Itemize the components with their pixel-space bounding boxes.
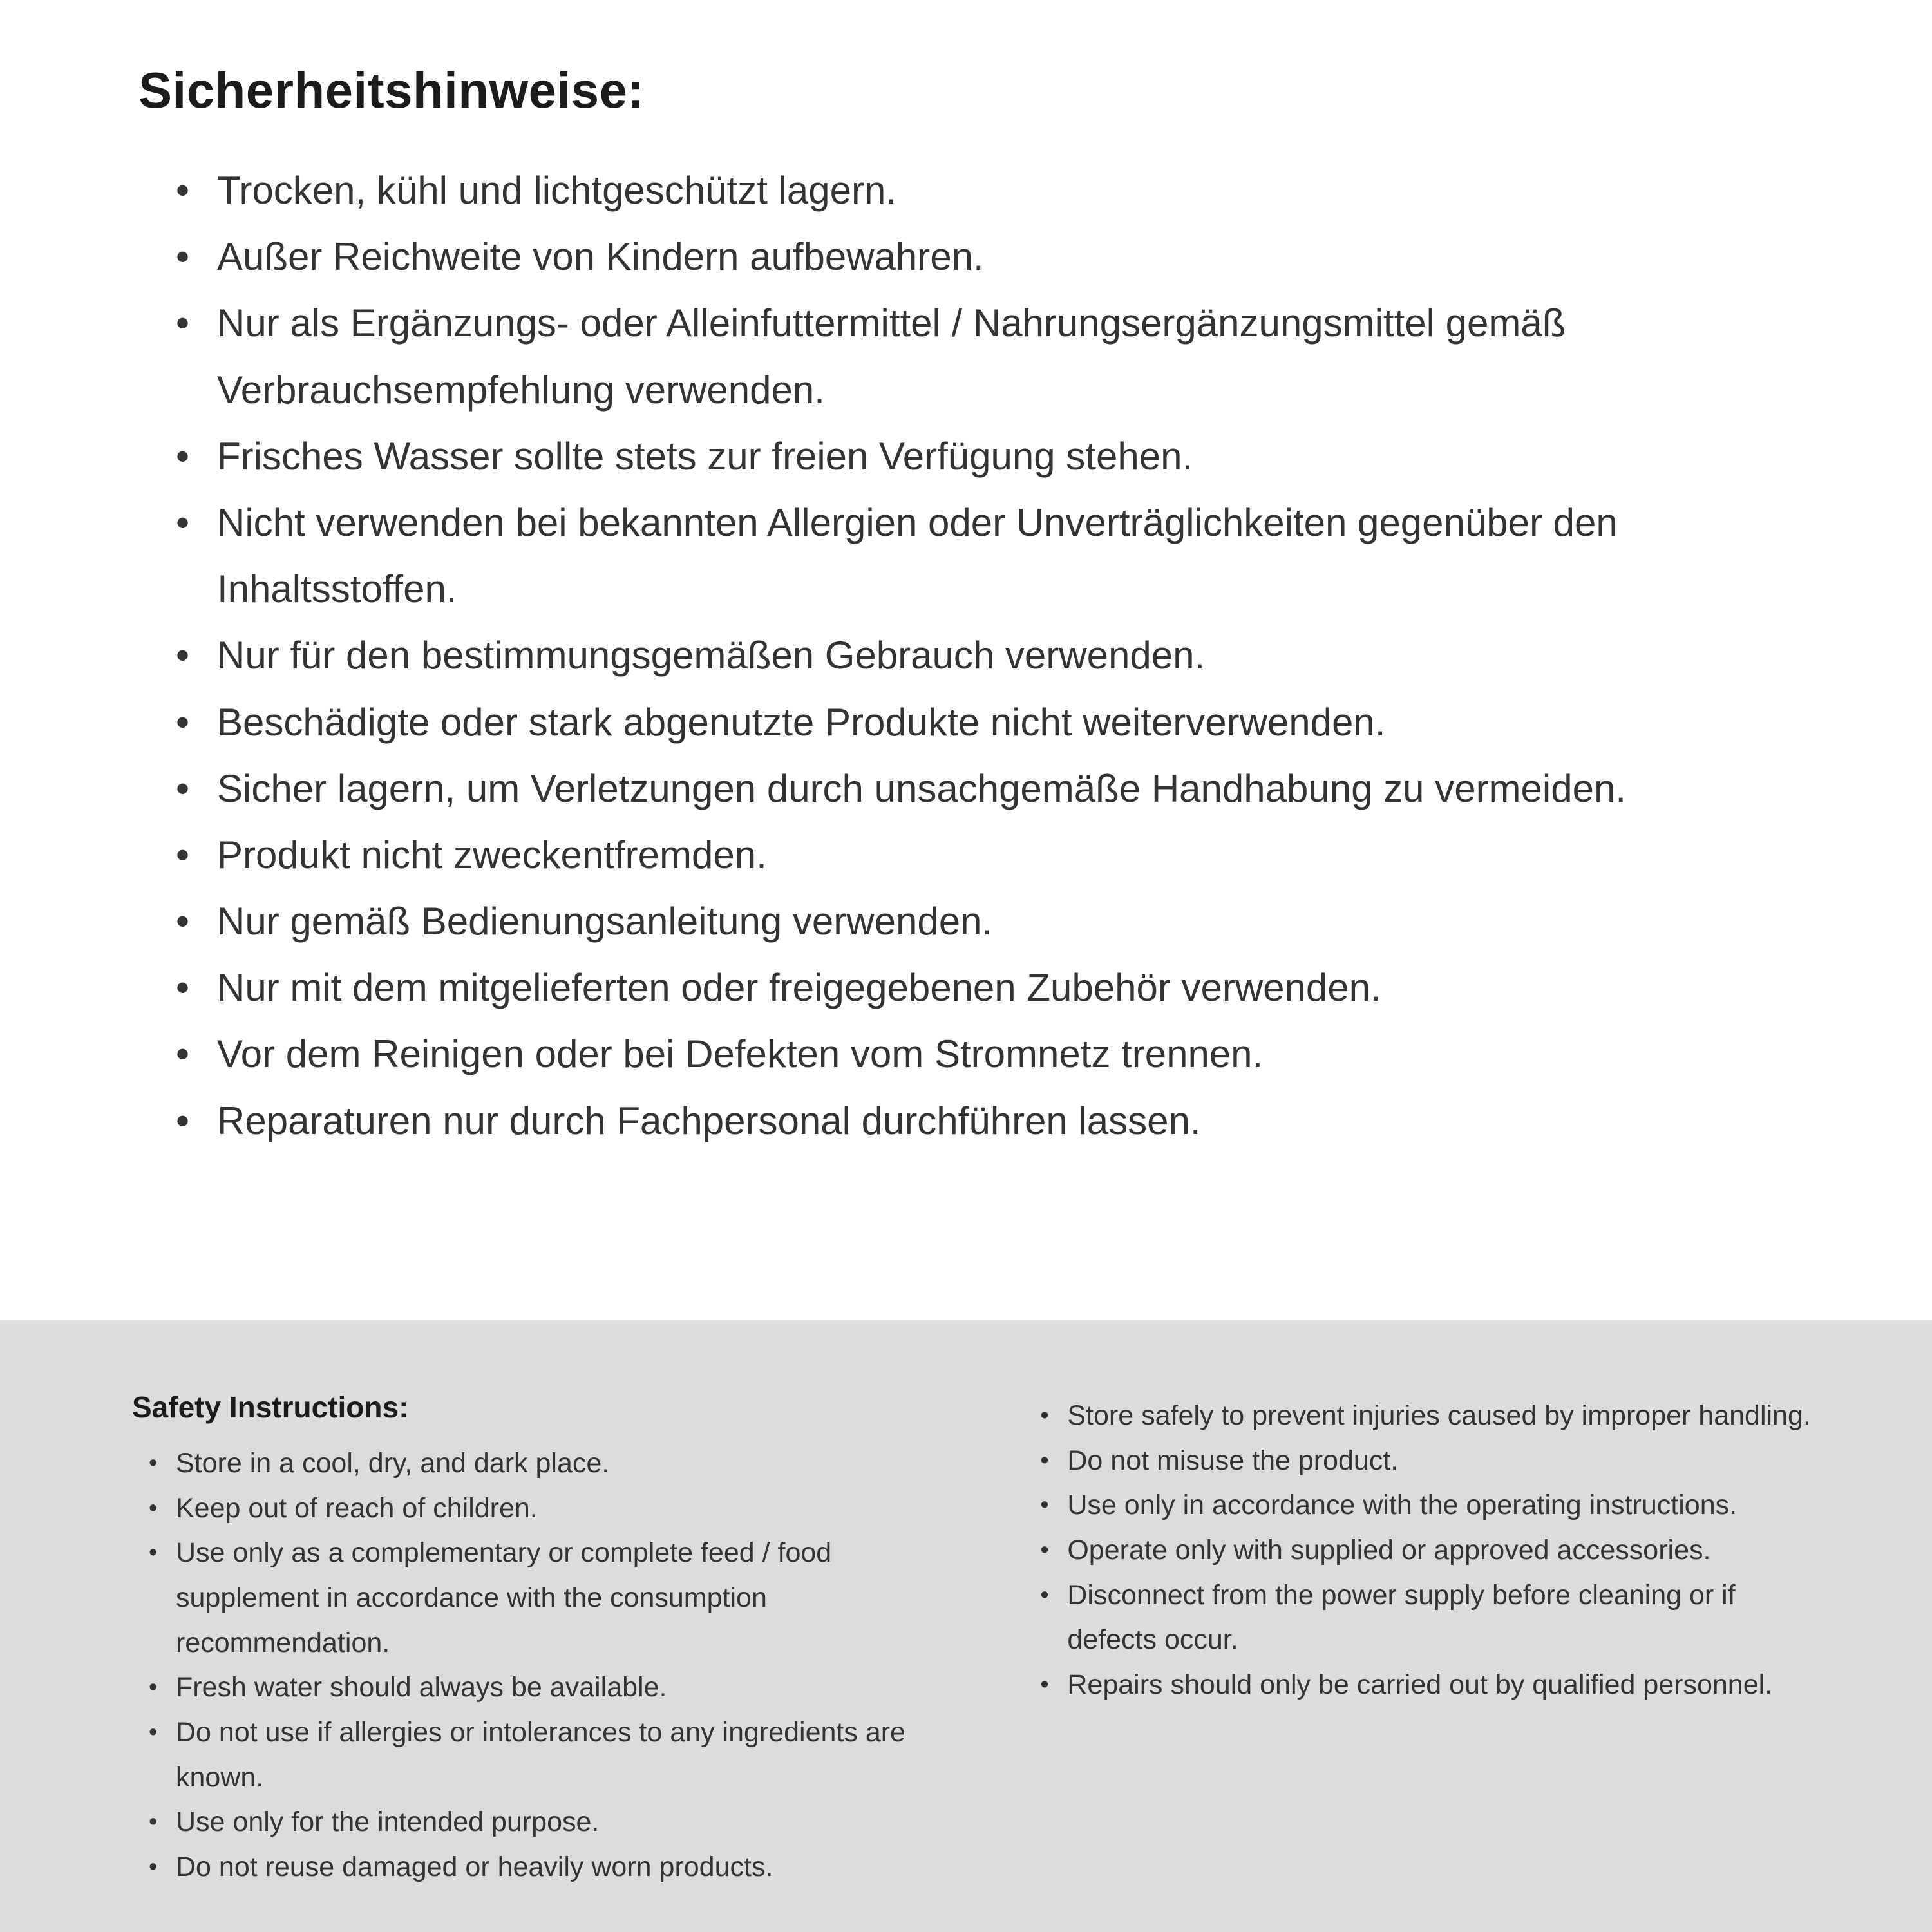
english-safety-list-right xyxy=(1040,1394,1829,1708)
list-item: • Store safely to prevent injuries caused by improper handling. xyxy=(1040,1394,1829,1439)
list-item: • Keep out of reach of children. xyxy=(149,1486,976,1531)
list-item: • Reparaturen nur durch Fachpersonal durchführen lassen. xyxy=(176,1088,1823,1154)
list-item: • Use only in accordance with the operating instructions. xyxy=(1040,1483,1829,1528)
list-item: • Nur gemäß Bedienungsanleitung verwenden. xyxy=(176,888,1823,954)
english-columns xyxy=(132,1390,1829,1890)
list-item: • Nicht verwenden bei bekannten Allergien oder Unverträglichkeiten gegenüber den Inhaltsstoffen. xyxy=(176,489,1823,622)
list-item: • Do not misuse the product. xyxy=(1040,1439,1829,1484)
list-item: • Do not use if allergies or intolerances to any ingredients are known. xyxy=(149,1710,976,1800)
english-section-title: Safety Instructions: xyxy=(132,1390,409,1424)
list-item: • Store in a cool, dry, and dark place. xyxy=(149,1441,976,1486)
list-item: • Beschädigte oder stark abgenutzte Produkte nicht weiterverwenden. xyxy=(176,689,1823,755)
english-safety-list-left xyxy=(132,1441,976,1890)
list-item: • Produkt nicht zweckentfremden. xyxy=(176,822,1823,888)
english-left-column xyxy=(132,1390,976,1890)
list-item: • Frisches Wasser sollte stets zur freien Verfügung stehen. xyxy=(176,423,1823,489)
list-item: • Use only as a complementary or complete feed / food supplement in accordance with the consumption recommendation. xyxy=(149,1531,976,1665)
list-item: • Repairs should only be carried out by qualified personnel. xyxy=(1040,1663,1829,1708)
list-item: • Trocken, kühl und lichtgeschützt lagern. xyxy=(176,157,1823,223)
list-item: • Nur mit dem mitgelieferten oder freigegebenen Zubehör verwenden. xyxy=(176,954,1823,1021)
list-item: • Disconnect from the power supply before cleaning or if defects occur. xyxy=(1040,1573,1829,1663)
english-right-column xyxy=(1040,1390,1829,1708)
list-item: • Sicher lagern, um Verletzungen durch unsachgemäße Handhabung zu vermeiden. xyxy=(176,755,1823,822)
english-safety-section xyxy=(0,1320,1932,1932)
list-item: • Do not reuse damaged or heavily worn products. xyxy=(149,1845,976,1890)
german-safety-list xyxy=(138,157,1823,1154)
list-item: • Fresh water should always be available. xyxy=(149,1665,976,1710)
list-item: • Vor dem Reinigen oder bei Defekten vom Stromnetz trennen. xyxy=(176,1021,1823,1087)
list-item: • Use only for the intended purpose. xyxy=(149,1800,976,1845)
list-item: • Nur als Ergänzungs- oder Alleinfuttermittel / Nahrungsergänzungsmittel gemäß Verbrauchsempfehlung verwenden. xyxy=(176,290,1823,422)
list-item: • Operate only with supplied or approved accessories. xyxy=(1040,1528,1829,1573)
list-item: • Nur für den bestimmungsgemäßen Gebrauch verwenden. xyxy=(176,622,1823,688)
german-section-title: Sicherheitshinweise: xyxy=(138,62,645,118)
list-item: • Außer Reichweite von Kindern aufbewahren. xyxy=(176,223,1823,290)
